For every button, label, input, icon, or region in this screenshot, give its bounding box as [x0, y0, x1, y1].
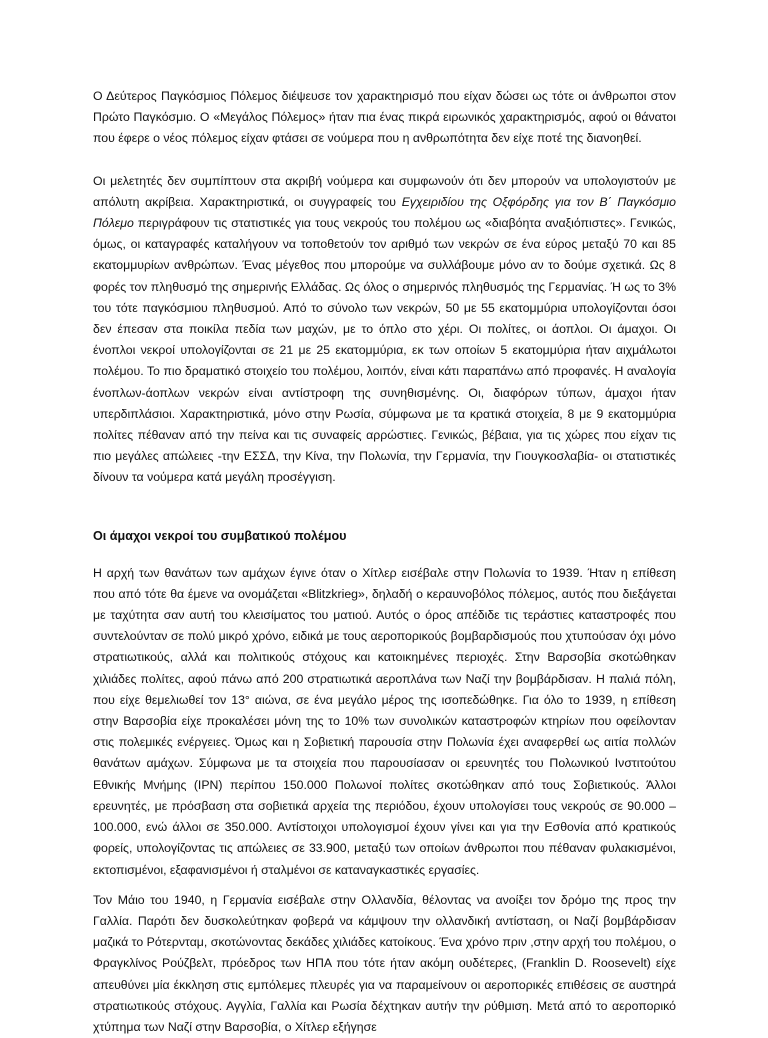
paragraph-netherlands-invasion: Τον Μάιο του 1940, η Γερμανία εισέβαλε στην Ολλανδία, θέλοντας να ανοίξει τον δρόμο της προς την Γαλλία. Παρότι δεν δυσκολεύτηκαν φοβερά να κάμψουν την ολλανδική αντίσταση, οι Ναζί βομβάρδισαν μαζικά το Ρότερνταμ, σκοτώνοντας δεκάδες χιλιάδες κατοίκους. Ένα χρόνο πριν ,στην αρχή του πολέμου, ο Φραγκλίνος Ρούζβελτ, πρόεδρος των ΗΠΑ που τότε ήταν ακόμη ουδέτερες, (Franklin D. Roosevelt) είχε απευθύνει μία έκκληση στις εμπόλεμες πλευρές για να παραμείνουν οι αεροπορικές επιθέσεις σε αυστηρά στρατιωτικούς στόχους. Αγγλία, Γαλλία και Ρωσία δέχτηκαν αυτήν την ρύθμιση. Μετά από το αεροπορικό χτύπημα των Ναζί στην Βαρσοβία, ο Χίτλερ εξήγησε	[93, 892, 676, 1034]
document-page	[93, 86, 676, 1038]
paragraph-intro: Ο Δεύτερος Παγκόσμιος Πόλεμος διέψευσε τον χαρακτηρισμό που είχαν δώσει ως τότε οι άνθρωποι στον Πρώτο Παγκόσμιο. Ο «Μεγάλος Πόλεμος» ήταν πια ένας πικρά ειρωνικός χαρακτηρισμός, αφού οι θάνατοι που έφερε ο νέος πόλεμος είχαν φτάσει σε νούμερα που η ανθρωπότητα δεν είχε ποτέ της διανοηθεί.	[93, 89, 676, 146]
paragraph-text: Οι μελετητές δεν συμπίπτουν στα ακριβή νούμερα και συμφωνούν ότι δεν μπορούν να υπολογιστούν με απόλυτη ακρίβεια. Χαρακτηριστικά, οι συγγραφείς του	[93, 173, 676, 209]
paragraph-casualty-figures	[93, 171, 676, 489]
section-heading: Οι άμαχοι νεκροί του συμβατικού πολέμου	[93, 528, 347, 543]
paragraph-poland-invasion: Η αρχή των θανάτων των αμάχων έγινε όταν ο Χίτλερ εισέβαλε στην Πολωνία το 1939. Ήταν η επίθεση που από τότε θα έμενε να ονομάζεται «Blitzkrieg», δηλαδή ο κεραυνοβόλος πόλεμος, αυτός που διεξάγεται με ταχύτητα σαν αυτή του κλεισίματος του ματιού. Αυτός ο όρος απέδιδε τις τεράστιες καταστροφές που συντελούνταν σε πολύ μικρό χρόνο, ειδικά με τους αεροπορικούς βομβαρδισμούς που χτυπούσαν όχι μόνο στρατιωτικούς, αλλά και πολιτικούς στόχους και κατοικημένες περιοχές. Στην Βαρσοβία σκοτώθηκαν χιλιάδες πολίτες, αφού πάνω από 200 στρατιωτικά αεροπλάνα των Ναζί την βομβάρδισαν. Η παλιά πόλη, που είχε θεμελιωθεί τον 13° αιώνα, σε ένα μεγάλο μέρος της ισοπεδώθηκε. Για όλο το 1939, η επίθεση στην Βαρσοβία είχε προκαλέσει μόνη της το 10% των συνολικών καταστροφών κτηρίων που οφείλονταν στις πολεμικές ενέργειες. Όμως και η Σοβιετική παρουσία στην Πολωνία έχει αναφερθεί ως αιτία πολλών θανάτων αμάχων. Σύμφωνα με τα στοιχεία που παρουσίασαν οι ερευνητές του Πολωνικού Ινστιτούτου Εθνικής Μνήμης (IPN) περίπου 150.000 Πολωνοί πολίτες σκοτώθηκαν από τους Σοβιετικούς. Άλλοι ερευνητές, με πρόσβαση στα σοβιετικά αρχεία της περιόδου, έχουν υπολογίσει τους νεκρούς σε 90.000 – 100.000, ενώ άλλοι σε 350.000. Αντίστοιχοι υπολογισμοί έχουν γίνει και για την Εσθονία από κρατικούς φορείς, υπολογίζοντας τις απώλειες σε 33.900, μεταξύ των οποίων άνθρωποι που πέθαναν φυλακισμένοι, εκτοπισμένοι, εξαφανισμένοι ή σταλμένοι σε καταναγκαστικές εργασίες.	[93, 565, 676, 877]
paragraph-text: περιγράφουν τις στατιστικές για τους νεκρούς του πολέμου ως «διαβόητα αναξιόπιστες». Γενικώς, όμως, οι καταγραφές καταλήγουν να τοποθετούν τον αριθμό των νεκρών σε ένα εύρος μεταξύ 70 και 85 εκατομμυρίων ανθρώπων. Ένας μέγεθος που μπορούμε να συλλάβουμε μόνο αν το δούμε σχετικά. Ως 8 φορές τον πληθυσμό της σημερινής Ελλάδας. Ως όλος ο σημερινός πληθυσμός της Γερμανίας. Ή ως το 3% του τότε παγκόσμιου πληθυσμού. Από το σύνολο των νεκρών, 50 με 55 εκατομμύρια υπολογίζονται όσοι δεν έπεσαν στα ποικίλα πεδία των μαχών, με το όπλο στο χέρι. Οι πολίτες, οι άοπλοι. Οι άμαχοι. Οι ένοπλοι νεκροί υπολογίζονται σε 21 με 25 εκατομμύρια, εκ των οποίων 5 εκατομμύρια ήταν αιχμάλωτοι πολέμου. Το πιο δραματικό στοιχείο του πολέμου, λοιπόν, είναι κάτι παραπάνω από προφανές. Η αναλογία ένοπλων-άοπλων νεκρών είναι αντίστροφη της συνηθισμένης. Οι, διαφόρων τύπων, άμαχοι ήταν υπερδιπλάσιοι. Χαρακτηριστικά, μόνο στην Ρωσία, σύμφωνα με τα κρατικά στοιχεία, 8 με 9 εκατομμύρια πολίτες πέθαναν από την πείνα και τις συναφείς αρρώστιες. Γενικώς, βέβαια, για τις χώρες που είχαν τις πιο μεγάλες απώλειες -την ΕΣΣΔ, την Κίνα, την Πολωνία, την Γερμανία, την Γιουγκοσλαβία- οι στατιστικές δίνουν τα νούμερα κατά μεγάλη προσέγγιση.	[93, 216, 677, 485]
book-title: Εγχειριδίου της Οξφόρδης για τον Β΄ Παγκόσμιο Πόλεμο	[93, 194, 676, 231]
